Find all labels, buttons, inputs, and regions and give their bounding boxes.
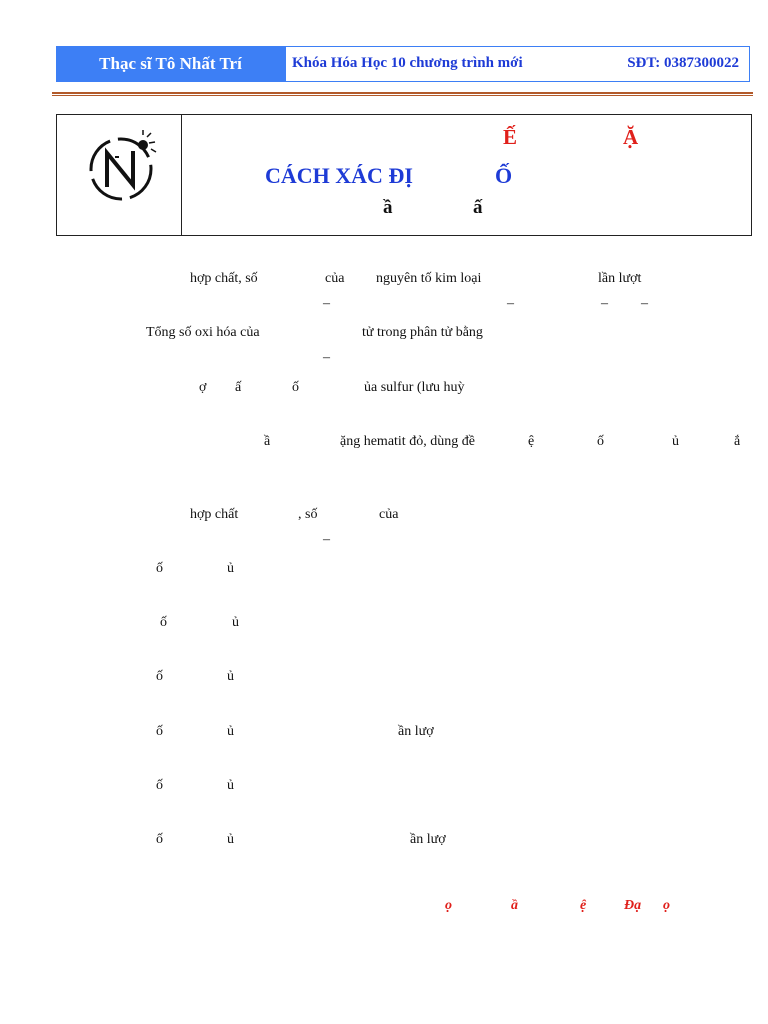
title-line2-part2: Ố bbox=[495, 163, 513, 188]
q1-dash-3: – bbox=[601, 296, 608, 311]
option-1-text-2: ủ bbox=[227, 561, 234, 576]
author-label: Thạc sĩ Tô Nhất Trí bbox=[56, 46, 285, 82]
title-box bbox=[56, 114, 752, 236]
q4-text-6: ắ bbox=[734, 434, 741, 449]
option-3-text-1: ố bbox=[156, 669, 163, 684]
phone-number: SĐT: 0387300022 bbox=[627, 55, 739, 71]
header-info-box bbox=[285, 46, 750, 82]
title-divider bbox=[181, 115, 182, 235]
q4-text-2: ặng hematit đỏ, dùng đề bbox=[340, 434, 475, 449]
q1-text-3: nguyên tố kim loại bbox=[376, 271, 482, 286]
q4-text-4: ố bbox=[597, 434, 604, 449]
q2-text-1: Tổng số oxi hóa của bbox=[146, 325, 260, 340]
header-rule bbox=[52, 92, 753, 94]
option-4-text-1: ố bbox=[156, 724, 163, 739]
course-title: Khóa Hóa Học 10 chương trình mới bbox=[292, 55, 523, 71]
footer-text-1: ọ bbox=[445, 898, 452, 913]
q1-text-2: của bbox=[325, 271, 345, 286]
footer-text-2: ầ bbox=[511, 898, 518, 913]
header-rule-thin bbox=[52, 95, 753, 96]
title-line2-part1: CÁCH XÁC ĐỊ bbox=[265, 163, 413, 188]
option-1-text-1: ố bbox=[156, 561, 163, 576]
footer-text-4: Đạ bbox=[624, 898, 642, 913]
option-3-text-2: ủ bbox=[227, 669, 234, 684]
option-6-text-2: ủ bbox=[227, 832, 234, 847]
q1-dash-1: – bbox=[323, 296, 330, 311]
q4-text-5: ủ bbox=[672, 434, 679, 449]
q1-text-1: hợp chất, số bbox=[190, 271, 258, 286]
title-line1-part1: Ế bbox=[503, 125, 518, 149]
option-6-text-3: ần lượ bbox=[410, 832, 446, 847]
option-4-text-3: ần lượ bbox=[398, 724, 434, 739]
q5-text-1: hợp chất bbox=[190, 507, 239, 522]
q1-dash-2: – bbox=[507, 296, 514, 311]
q3-text-1: ợ bbox=[199, 380, 207, 395]
q5-text-3: của bbox=[379, 507, 399, 522]
brand-logo-icon bbox=[85, 127, 165, 207]
option-2-text-2: ủ bbox=[232, 615, 239, 630]
option-5-text-2: ủ bbox=[227, 778, 234, 793]
q5-text-2: , số bbox=[298, 507, 318, 522]
q2-text-2: tử trong phân tử bằng bbox=[362, 325, 483, 340]
footer-text-3: ệ bbox=[580, 898, 587, 913]
title-line3-part2: ấ bbox=[473, 197, 483, 218]
q3-text-2: ấ bbox=[235, 380, 242, 395]
option-6-text-1: ố bbox=[156, 832, 163, 847]
q2-dash: – bbox=[323, 350, 330, 365]
q4-text-3: ệ bbox=[528, 434, 535, 449]
q1-dash-4: – bbox=[641, 296, 648, 311]
q3-text-4: ủa sulfur (lưu huỳ bbox=[364, 380, 465, 395]
q1-text-4: lần lượt bbox=[598, 271, 642, 286]
q5-dash: – bbox=[323, 532, 330, 547]
title-line1-part2: Ặ bbox=[623, 125, 639, 149]
q3-text-3: ố bbox=[292, 380, 299, 395]
option-5-text-1: ố bbox=[156, 778, 163, 793]
title-line3-part1: ầ bbox=[383, 197, 393, 218]
q4-text-1: ầ bbox=[264, 434, 271, 449]
footer-text-5: ọ bbox=[663, 898, 670, 913]
option-2-text-1: ố bbox=[160, 615, 167, 630]
option-4-text-2: ủ bbox=[227, 724, 234, 739]
